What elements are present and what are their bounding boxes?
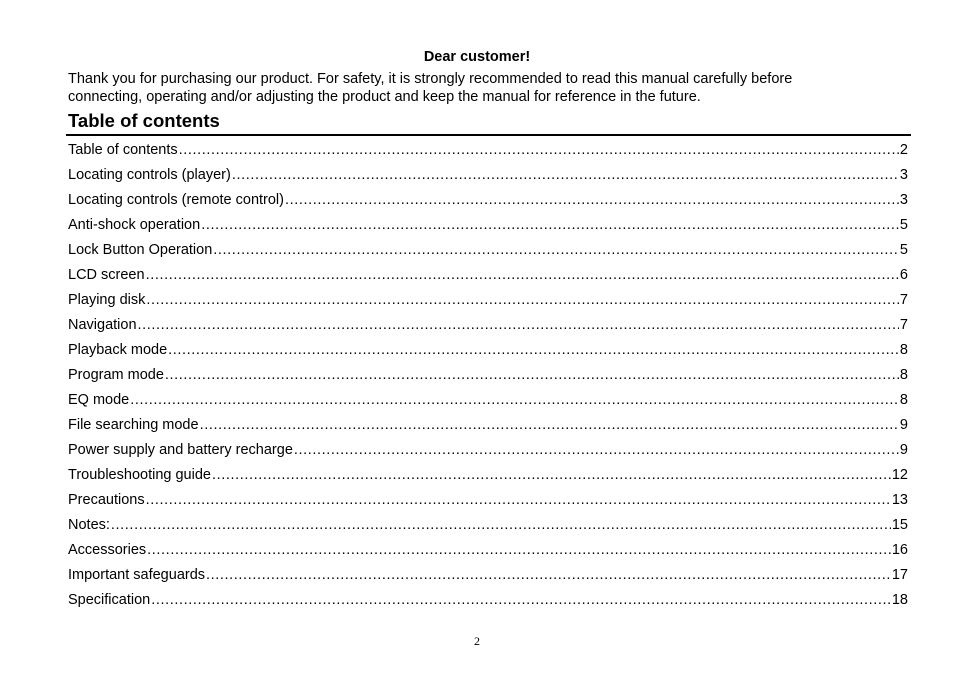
toc-entry-title: Locating controls (remote control) [68, 192, 284, 208]
toc-entry-title: Precautions [68, 492, 145, 508]
toc-dot-leader [212, 463, 891, 488]
toc-entry[interactable] [68, 313, 908, 338]
toc-dot-leader [146, 488, 891, 513]
toc-entry-title: Power supply and battery recharge [68, 442, 293, 458]
toc-heading: Table of contents [68, 110, 220, 131]
toc-dot-leader [147, 538, 891, 563]
toc-entry-page: 12 [891, 467, 908, 483]
toc-entry-page: 9 [899, 442, 908, 458]
toc-entry[interactable] [68, 138, 908, 163]
toc-dot-leader [165, 363, 899, 388]
toc-entry-title: EQ mode [68, 392, 130, 408]
toc-dot-leader [232, 163, 899, 188]
toc-entry-title: Specification [68, 592, 151, 608]
toc-entry-title: Playing disk [68, 292, 146, 308]
toc-entry-title: File searching mode [68, 417, 199, 433]
toc-entry[interactable] [68, 188, 908, 213]
toc-entry-page: 9 [899, 417, 908, 433]
intro-line: connecting, operating and/or adjusting the product and keep the manual for reference in the future. [68, 89, 701, 105]
toc-entry[interactable] [68, 263, 908, 288]
toc-entry-title: Anti-shock operation [68, 217, 201, 233]
toc-entry-title: Accessories [68, 542, 147, 558]
toc-entry-page: 17 [891, 567, 908, 583]
toc-entry-page: 18 [891, 592, 908, 608]
toc-dot-leader [146, 263, 899, 288]
toc-dot-leader [130, 388, 899, 413]
toc-entry-page: 3 [899, 167, 908, 183]
toc-entry-title: Troubleshooting guide [68, 467, 211, 483]
toc-entry-title: Playback mode [68, 342, 168, 358]
toc-entry[interactable] [68, 163, 908, 188]
toc-entry-page: 5 [899, 217, 908, 233]
toc-entry[interactable] [68, 288, 908, 313]
toc-dot-leader [213, 238, 899, 263]
toc-dot-leader [206, 563, 891, 588]
toc-entry-title: Navigation [68, 317, 137, 333]
intro-line: Thank you for purchasing our product. For safety, it is strongly recommended to read this manual carefully before [68, 71, 793, 87]
toc-entry[interactable] [68, 238, 908, 263]
toc-entry-title: Program mode [68, 367, 164, 383]
toc-dot-leader [168, 338, 899, 363]
toc-entry[interactable] [68, 588, 908, 613]
toc-entry-title: LCD screen [68, 267, 145, 283]
toc-divider [66, 134, 911, 136]
toc-entry-page: 7 [899, 292, 908, 308]
toc-entry[interactable] [68, 488, 908, 513]
toc-entry[interactable] [68, 213, 908, 238]
toc-dot-leader [200, 413, 899, 438]
toc-entry-page: 13 [891, 492, 908, 508]
toc-entry-title: Lock Button Operation [68, 242, 213, 258]
toc-entry[interactable] [68, 538, 908, 563]
toc-entry-title: Notes: [68, 517, 110, 533]
toc-entry[interactable] [68, 413, 908, 438]
toc-entry-page: 8 [899, 392, 908, 408]
toc-entry-page: 3 [899, 192, 908, 208]
page-number: 2 [474, 634, 480, 648]
toc-dot-leader [179, 138, 899, 163]
toc-entry[interactable] [68, 513, 908, 538]
toc-entry-title: Table of contents [68, 142, 178, 158]
toc-dot-leader [151, 588, 891, 613]
toc-entry-page: 8 [899, 367, 908, 383]
toc-entry-page: 15 [891, 517, 908, 533]
toc-dot-leader [146, 288, 899, 313]
toc-dot-leader [138, 313, 899, 338]
toc-entry[interactable] [68, 388, 908, 413]
toc-entry-page: 7 [899, 317, 908, 333]
toc-entry-page: 5 [899, 242, 908, 258]
toc-dot-leader [201, 213, 899, 238]
toc-entry-page: 16 [891, 542, 908, 558]
toc-list [68, 138, 908, 613]
toc-entry-page: 2 [899, 142, 908, 158]
intro-paragraph [68, 70, 898, 106]
toc-entry-title: Locating controls (player) [68, 167, 231, 183]
greeting-heading: Dear customer! [423, 49, 531, 65]
toc-entry[interactable] [68, 338, 908, 363]
toc-dot-leader [285, 188, 899, 213]
toc-dot-leader [111, 513, 891, 538]
toc-entry-title: Important safeguards [68, 567, 206, 583]
toc-entry[interactable] [68, 438, 908, 463]
toc-entry[interactable] [68, 563, 908, 588]
toc-entry[interactable] [68, 463, 908, 488]
toc-entry-page: 6 [899, 267, 908, 283]
toc-dot-leader [294, 438, 899, 463]
toc-entry[interactable] [68, 363, 908, 388]
toc-entry-page: 8 [899, 342, 908, 358]
